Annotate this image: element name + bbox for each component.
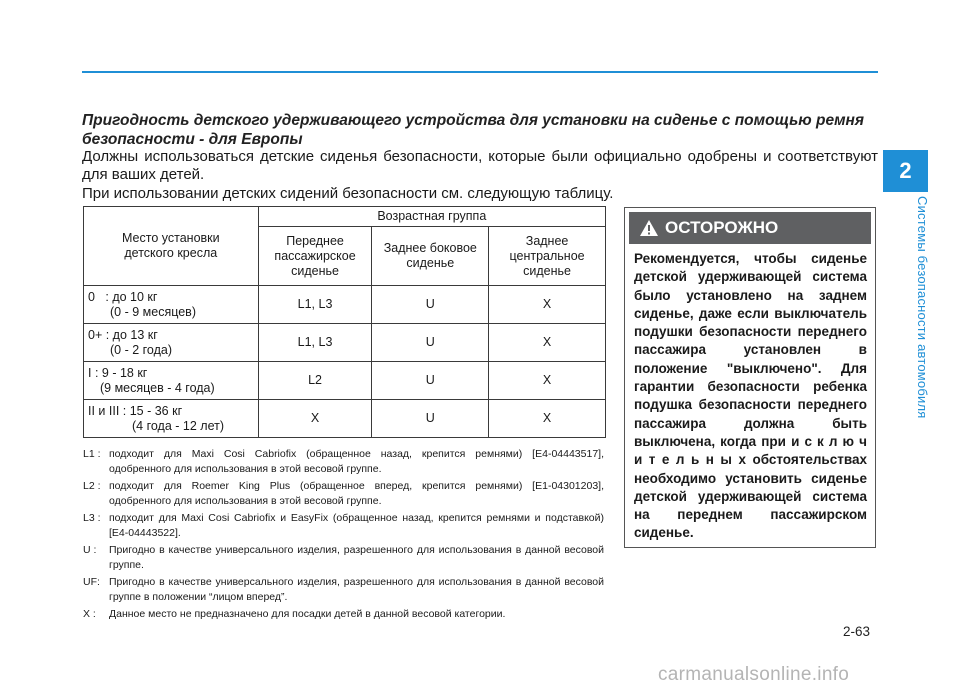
footnote-key: L2 : [83, 480, 101, 492]
table-cell: X [489, 362, 606, 400]
table-cell: X [489, 324, 606, 362]
footnote-key: U : [83, 544, 97, 556]
weight-group-range: 0+ : до 13 кг [88, 327, 158, 342]
table-cell: X [258, 400, 372, 438]
footnote-text: подходит для Roemer King Plus (обращенное вперед, крепится ремнями) [E1-04301203], одобренного для использования в этой весовой группе. [109, 480, 604, 507]
table-cell: L2 [258, 362, 372, 400]
footnote-key: X : [83, 608, 96, 620]
position-header: Место установки детского кресла [84, 207, 259, 286]
section-title: Пригодность детского удерживающего устройства для установки на сиденье с помощью ремня безопасности - для Европы [82, 112, 865, 148]
chapter-title: Системы безопасности автомобиля [915, 196, 930, 419]
chapter-number-tab: 2 [883, 150, 928, 192]
footnote-text: Данное место не предназначено для посадки детей в данной весовой категории. [109, 608, 506, 620]
weight-group-age: (0 - 2 года) [110, 342, 173, 357]
footnote [83, 479, 604, 508]
table-intro-paragraph: При использовании детских сидений безопасности см. следующую таблицу. [82, 185, 614, 202]
table-footnotes [83, 447, 604, 625]
column-header-rear-side: Заднее боковое сиденье [372, 227, 489, 286]
table-row [84, 286, 606, 324]
table-cell: L1, L3 [258, 324, 372, 362]
footnote-text: Пригодно в качестве универсального изделия, разрешенного для использования в данной весовой группе в положении “лицом вперед”. [109, 576, 604, 603]
footnote [83, 543, 604, 572]
weight-group-age: (4 года - 12 лет) [132, 418, 224, 433]
warning-triangle-icon [639, 219, 659, 237]
footnote [83, 575, 604, 604]
weight-group-age: (9 месяцев - 4 года) [100, 380, 215, 395]
page-number: 2-63 [843, 624, 871, 639]
footnote-key: L1 : [83, 448, 101, 460]
weight-group-cell [84, 324, 259, 362]
warning-box [624, 207, 876, 548]
table-cell: X [489, 286, 606, 324]
warning-header [629, 212, 871, 244]
footnote [83, 607, 604, 622]
table-cell: X [489, 400, 606, 438]
table-row [84, 362, 606, 400]
table-row [84, 324, 606, 362]
weight-group-range: I : 9 - 18 кг [88, 365, 148, 380]
weight-group-cell [84, 400, 259, 438]
weight-group-age: (0 - 9 месяцев) [110, 304, 196, 319]
warning-text: Рекомендуется, чтобы сиденье детской удерживающей система было установлено на заднем сиденье, даже если выключатель подушки безопасности переднего пассажира установлен в положение "выключено". Для гарантии безопасности ребенка подушка безопасности переднего пассажира должна быть выключена, когда при и с к л ю ч и т е л ь н ы х обстоятельствах необходимо установить сиденье детской удерживающей система на переднем пассажирском сиденье. [634, 251, 867, 541]
footnote-text: подходит для Maxi Cosi Cabriofix и EasyFix (обращенное назад, крепится ремнями и подставкой) [E4-04443522]. [109, 512, 604, 539]
child-seat-table [83, 206, 606, 438]
table-cell: L1, L3 [258, 286, 372, 324]
age-group-header: Возрастная группа [258, 207, 605, 227]
column-header-front-passenger: Переднее пассажирское сиденье [258, 227, 372, 286]
footnote-key: L3 : [83, 512, 101, 524]
footnote [83, 511, 604, 540]
intro-paragraph: Должны использоваться детские сиденья безопасности, которые были официально одобрены и соответствуют для ваших детей. [82, 148, 878, 183]
column-header-rear-center: Заднее центральное сиденье [489, 227, 606, 286]
table-cell: U [372, 400, 489, 438]
table-cell: U [372, 362, 489, 400]
weight-group-range: 0 : до 10 кг [88, 289, 158, 304]
weight-group-range: II и III : 15 - 36 кг [88, 403, 183, 418]
table-header-row [84, 207, 606, 227]
watermark: carmanualsonline.info [658, 664, 850, 685]
footnote-text: подходит для Maxi Cosi Cabriofix (обращенное назад, крепится ремнями) [E4-04443517], одобренного для использования в этой весовой группе. [109, 448, 604, 475]
footnote-text: Пригодно в качестве универсального изделия, разрешенного для использования в данной весовой группе. [109, 544, 604, 571]
table-cell: U [372, 324, 489, 362]
weight-group-cell [84, 362, 259, 400]
table-row [84, 400, 606, 438]
top-rule [82, 71, 878, 73]
footnote-key: UF: [83, 576, 100, 588]
table-cell: U [372, 286, 489, 324]
footnote [83, 447, 604, 476]
warning-title: ОСТОРОЖНО [665, 218, 779, 237]
weight-group-cell [84, 286, 259, 324]
